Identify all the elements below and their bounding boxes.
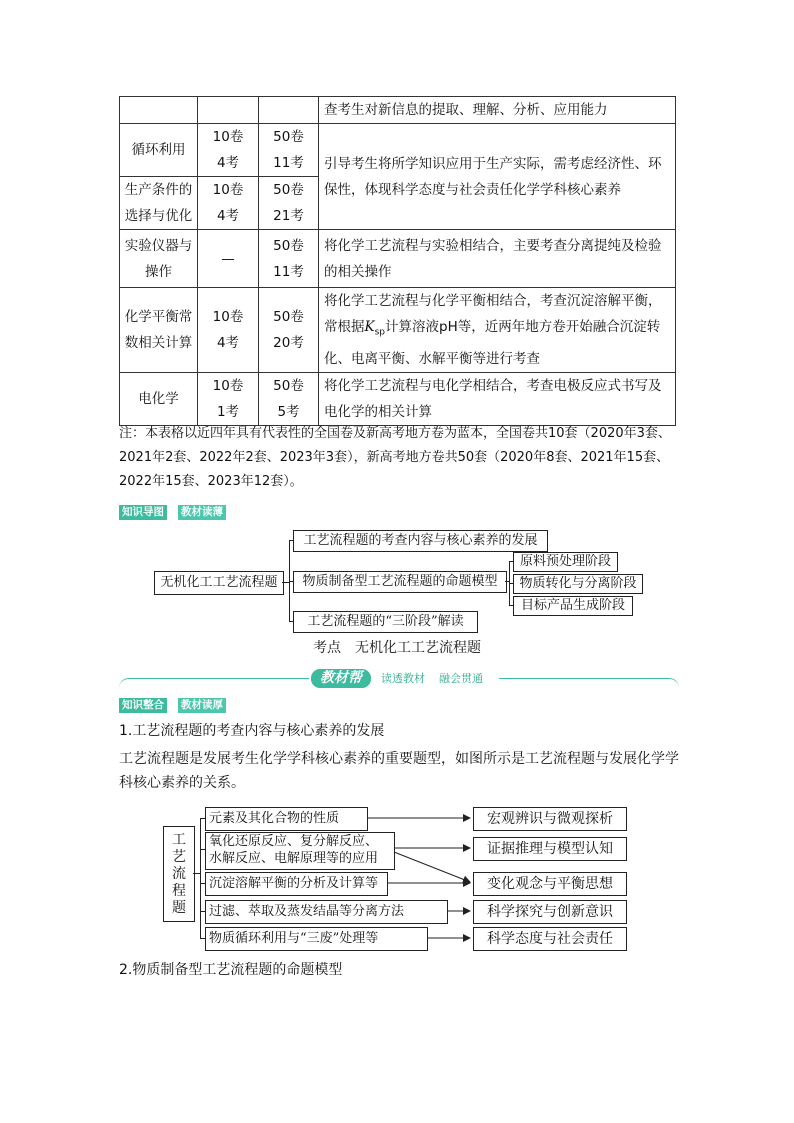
mindmap-sub-2: 物质转化与分离阶段: [513, 574, 643, 594]
flow-result-1: 宏观辨识与微观探析: [473, 807, 627, 831]
table-cell-local: 50卷 20考: [259, 288, 319, 373]
table-cell-desc: 将化学工艺流程与实验相结合，主要考查分离提纯及检验的相关操作: [319, 230, 676, 288]
table-cell-topic: 循环利用: [120, 124, 198, 177]
table-cell-local: 50卷 11考: [259, 124, 319, 177]
table-cell-national: 10卷 4考: [198, 124, 259, 177]
flow-item-4: 过滤、萃取及蒸发结晶等分离方法: [205, 900, 448, 924]
tag-jiaocaidubao: 教材读薄: [178, 505, 226, 520]
flow-result-4: 科学探究与创新意识: [473, 900, 627, 924]
kaodian-caption: 考点 无机化工工艺流程题: [313, 640, 481, 656]
section-2-title: 2.物质制备型工艺流程题的命题模型: [119, 962, 343, 978]
ksp-desc-before: 将化学工艺流程与化学平衡相结合，考查沉淀溶解平衡，常根据: [324, 293, 662, 335]
flow-item-1: 元素及其化合物的性质: [205, 807, 368, 831]
mindmap-branch-2: 物质制备型工艺流程题的命题模型: [293, 571, 507, 593]
table-cell-desc: 将化学工艺流程与电化学相结合，考查电极反应式书写及电化学的相关计算: [319, 372, 676, 425]
table-cell-local: 50卷 5考: [259, 372, 319, 425]
banner-sub1: 读透教材: [381, 672, 425, 685]
flow-left-char: 艺: [172, 848, 186, 865]
table-cell-national: —: [198, 230, 259, 288]
tag-jiaocaiduhou: 教材读厚: [178, 698, 226, 713]
table-cell-topic: 生产条件的选择与优化: [120, 177, 198, 230]
table-cell-local: 50卷 21考: [259, 177, 319, 230]
ksp-symbol: K: [364, 319, 375, 335]
flow-left-char: 流: [172, 865, 186, 882]
table-cell-local: 50卷 11考: [259, 230, 319, 288]
flow-item-3: 沉淀溶解平衡的分析及计算等: [205, 872, 388, 896]
section-1-body: 工艺流程题是发展考生化学学科核心素养的重要题型，如图所示是工艺流程题与发展化学学科核心素养的关系。: [119, 751, 679, 791]
flow-result-3: 变化观念与平衡思想: [473, 872, 627, 896]
table-cell-merged-desc: 引导考生将所学知识应用于生产实际，需考虑经济性、环保性，体现科学态度与社会责任化学学科核心素养: [319, 124, 676, 230]
flow-left-char: 题: [172, 899, 186, 916]
flow-item-5: 物质循环利用与“三废”处理等: [205, 927, 428, 951]
mindmap-root: 无机化工工艺流程题: [154, 571, 284, 595]
tag-zhishidaotu: 知识导图: [119, 505, 167, 520]
table-cell-topic: 实验仪器与操作: [120, 230, 198, 288]
table-cell-topic: 电化学: [120, 372, 198, 425]
table-cell-national: 10卷 4考: [198, 177, 259, 230]
table-note: 注：本表格以近四年具有代表性的全国卷及新高考地方卷为蓝本，全国卷共10套（2020年3套、2021年2套、2022年2套、2023年3套），新高考地方卷共50套（2020年8套、2021年15套、2022年15套、2023年12套）。: [119, 426, 671, 489]
banner-title: 教材帮: [311, 669, 371, 688]
section-1-title: 1.工艺流程题的考查内容与核心素养的发展: [119, 723, 385, 739]
table-cell-topic: 化学平衡常数相关计算: [120, 288, 198, 373]
tag-zhishizhenghe: 知识整合: [119, 698, 167, 713]
mindmap-sub-3: 目标产品生成阶段: [513, 596, 633, 616]
mindmap-branch-3: 工艺流程题的“三阶段”解读: [293, 611, 478, 633]
flow-result-2: 证据推理与模型认知: [473, 837, 627, 861]
mindmap-branch-1: 工艺流程题的考查内容与核心素养的发展: [293, 530, 548, 552]
table-cell-national: 10卷 4考: [198, 288, 259, 373]
flow-item-2-line1: 氧化还原反应、复分解反应、: [209, 834, 379, 849]
ksp-desc-after: 计算溶液pH等，近两年地方卷开始融合沉淀转化、电离平衡、水解平衡等进行考查: [324, 319, 661, 367]
flow-left-char: 程: [172, 882, 186, 899]
mindmap-sub-1: 原料预处理阶段: [513, 552, 618, 572]
flow-left-char: 工: [172, 831, 186, 848]
flow-item-2-line2: 水解反应、电解原理等的应用: [209, 851, 379, 866]
table-cell-desc: 查考生对新信息的提取、理解、分析、应用能力: [319, 97, 676, 124]
flow-result-5: 科学态度与社会责任: [473, 927, 627, 951]
ksp-sub: sp: [374, 327, 385, 338]
banner-sub2: 融会贯通: [439, 672, 483, 685]
table-cell-national: 10卷 1考: [198, 372, 259, 425]
